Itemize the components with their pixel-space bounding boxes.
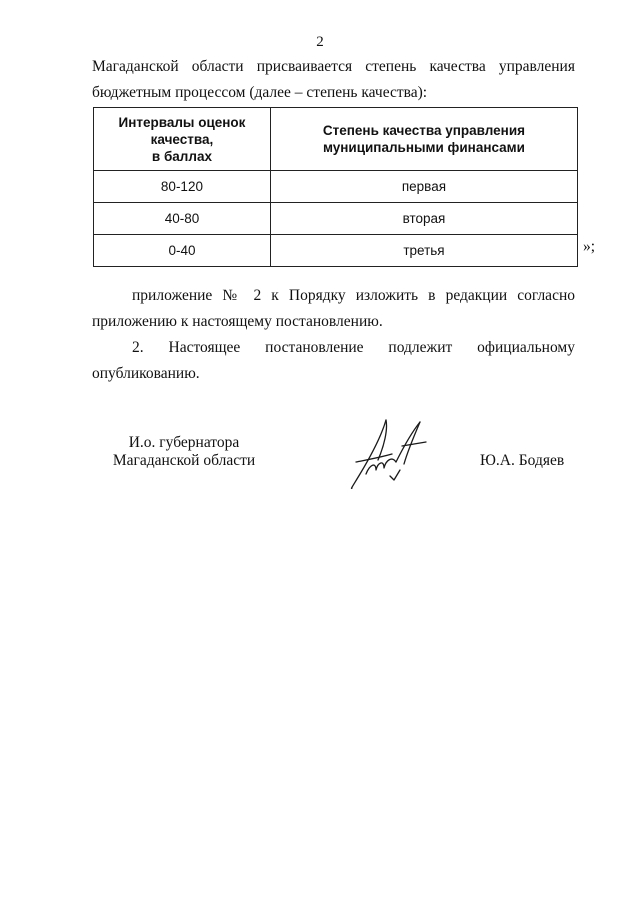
header-intervals-line-3: в баллах bbox=[151, 148, 212, 164]
appendix-line-2: приложению к настоящему постановлению. bbox=[92, 313, 383, 330]
publication-line-1: 2. Настоящее постановление подлежит официальному bbox=[132, 339, 575, 356]
interval-cell: 0-40 bbox=[94, 235, 271, 267]
interval-cell: 80-120 bbox=[94, 171, 271, 203]
intro-paragraph bbox=[92, 54, 575, 106]
header-intervals-line-2: качества, bbox=[150, 131, 214, 147]
intro-line-1: Магаданской области присваивается степень качества управления bbox=[92, 58, 575, 75]
header-grade-line-2: муниципальными финансами bbox=[322, 140, 525, 155]
signer-title bbox=[94, 434, 274, 470]
table-row bbox=[94, 235, 578, 267]
handwritten-signature bbox=[342, 416, 434, 494]
table-row bbox=[94, 203, 578, 235]
interval-cell: 40-80 bbox=[94, 203, 271, 235]
closing-quote: »; bbox=[583, 238, 596, 255]
quality-grades-table bbox=[93, 107, 578, 267]
grade-cell: первая bbox=[270, 171, 577, 203]
publication-line-2: опубликованию. bbox=[92, 365, 200, 382]
grade-cell: вторая bbox=[270, 203, 577, 235]
page-number: 2 bbox=[316, 34, 324, 50]
signer-title-line-2: Магаданской области bbox=[112, 452, 256, 469]
table-header-row bbox=[94, 108, 578, 171]
table-row bbox=[94, 171, 578, 203]
publication-paragraph bbox=[92, 335, 575, 387]
header-intervals-line-1: Интервалы оценок bbox=[118, 114, 246, 130]
appendix-line-1: приложение № 2 к Порядку изложить в редакции согласно bbox=[132, 287, 575, 304]
header-intervals bbox=[94, 108, 271, 171]
grade-cell: третья bbox=[270, 235, 577, 267]
signer-title-line-1: И.о. губернатора bbox=[128, 434, 240, 451]
signer-name: Ю.А. Бодяев bbox=[480, 452, 565, 469]
header-quality-grade bbox=[270, 108, 577, 171]
appendix-paragraph bbox=[92, 283, 575, 335]
intro-line-2: бюджетным процессом (далее – степень качества): bbox=[92, 84, 428, 101]
header-grade-line-1: Степень качества управления bbox=[322, 123, 525, 138]
